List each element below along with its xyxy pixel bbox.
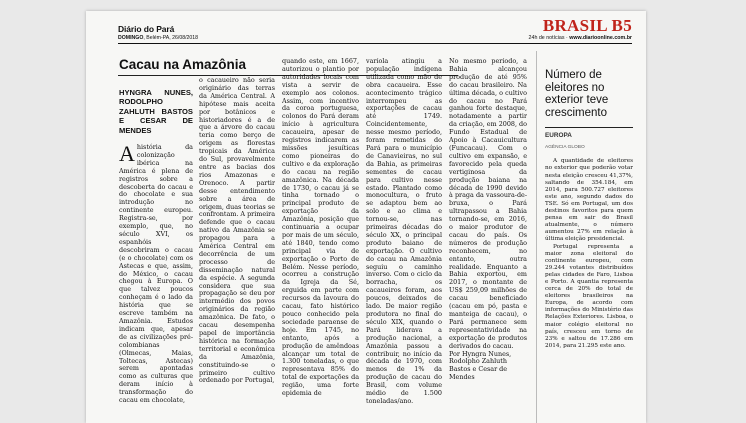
article-text-2: o cacaueiro não seria originário das terras da América Central. A hipótese mais aceita por botânicos e historiadores é a de que a árvore do cacau teria como berço de origem as florestas tropicais da América do Sul, provavelmente entre as bacias dos rios Amazonas e Orenoco. A partir desse entendimento sobre a área de origem, duas teorias se confrontam. A primeira defende que o cacau nativo da Amazônia se propagou para a América Central em decorrência de um processo de disseminação natural da espécie. A segunda considera que sua propagação se deu por intermédio dos povos originários da região amazônica. De fato, o cacau desempenha papel de importância histórica na formação territorial e econômica da Amazônia, constituindo-se o primeiro cultivo ordenado por Portugal, <box>199 77 275 385</box>
article-column-4 <box>366 58 442 420</box>
article-text-1: história da colonização ibérica na América é plena de registros sobre a descoberta do cacau e do chocolate e sua introdução no continente europeu. Registra-se, por exemplo, que, no século XVI, os espanhóis descobriram o cacau (e o chocolate) com os Astecas e que, assim, do México, o cacau chegou à Europa. O que talvez poucos conheçam é o lado da história que se escreve também na Amazônia. Estudos indicam que, apesar de as civilizações pré-colombianas (Olmecas, Maias, Toltecas, Astecas) serem apontadas como as culturas que deram início à transformação do cacau em chocolate, <box>119 143 193 405</box>
newspaper-page <box>86 11 646 423</box>
masthead <box>118 24 198 41</box>
sidebar-paragraph-1: A quantidade de eleitores no exterior que poderão votar nesta eleição cresceu 41,37%, saltando de 354.184, em 2014, para 500.727 eleitores este ano, segundo dados do TSE. Só em Portugal, um dos destinos favoritos para quem pensa em sair do Brasil atualmente, o número aumentou 27% em relação à última eleição presidencial. <box>545 158 633 243</box>
article-byline: Por Hyngra Nunes, Rodolpho Zahluth Bastos e Cesar de Mendes <box>449 349 512 382</box>
header-rule <box>118 43 632 44</box>
publication-name: Diário do Pará <box>118 24 175 34</box>
web-prefix: 24h de notícias · <box>528 35 568 41</box>
sidebar-agency: AGÊNCIA GLOBO <box>545 145 585 151</box>
article-text-4: varíola atingiu a população indígena utilizada como mão de obra cacaueira. Esse acontecimento trágico interrompeu as exportações de cacau até 1749. Coincidentemente, nesse mesmo período, foram remetidas do Pará para o município de Canavieiras, no sul da Bahia, as primeiras sementes de cacau para cultivo nesse estado. Plantado como monocultura, o fruto se adaptou bem ao solo e ao clima e tornou-se, nas primeiras décadas do século XX, o principal produto baiano de exportação. O cultivo do cacau na Amazônia seguiu o caminho inverso. Com o ciclo da borracha, os cacaueiros foram, aos poucos, deixados de lado. De maior região produtora no final do século XIX, quando o Pará liderava a produção nacional, a Amazônia passou a contribuir, no início da década de 1970, com menos de 1% da produção de cacau do Brasil, com volume médio de 1.500 toneladas/ano. <box>366 58 442 405</box>
dateline <box>118 35 198 41</box>
sidebar-title: Número de eleitores no exterior teve crescimento <box>545 69 609 119</box>
article-text-5: No mesmo período, a Bahia alcançou produção de até 95% do cacau brasileiro. Na última década, o cultivo do cacau no Pará ganhou forte destaque, notadamente a partir da criação, em 2008, do Fundo Estadual de Apoio à Cacauicultura (Funcacau). Com o cultivo em expansão, e favorecido pela queda vertiginosa da produção baiana na década de 1990 devido à praga da vassoura-de-bruxa, o Pará ultrapassou a Bahia tornando-se, em 2016, o maior produtor de cacau do país. Os números de produção reconhecem, no entanto, outra realidade. Enquanto a Bahia exportou, em 2017, o montante de US$ 259,09 milhões de cacau beneficiado (cacau em pó, pasta e manteiga de cacau), o Pará permanece sem representatividade na exportação de produtos derivados do cacau. <box>449 58 527 350</box>
article-column-2 <box>199 77 275 420</box>
article-title: Cacau na Amazônia <box>119 57 247 72</box>
sidebar-article <box>545 69 633 350</box>
article-column-5 <box>449 58 527 420</box>
article-text-3: quando este, em 1667, autorizou o plantio por autoridades locais com vista a servir de exemplo aos colonos. Assim, com incentivo da coroa portuguesa, colonos do Pará deram início à agricultura cacaueira, apesar de registros indicarem as missões jesuíticas como pioneiras do cultivo e da exploração do cacau na região amazônica. Na década de 1730, o cacau já se tinha tornado o principal produto de exportação da Amazônia, posição que continuaria a ocupar por mais de um século, até 1840, tendo como principal via de exportação o Porto de Belém. Nesse período, ocorreu a construção da Igreja da Sé, erguida em parte com recursos da lavoura do cacau, fato histórico pouco conhecido pela sociedade paraense de hoje. Em 1745, no entanto, após a produção de amêndoas alcançar um total de 1.300 toneladas, o que representava 85% do total de exportações da região, uma forte epidemia de <box>282 58 359 398</box>
sidebar-divider <box>536 51 537 423</box>
article-authors: HYNGRA NUNES, RODOLPHO ZAHLUTH BASTOS E CESAR DE MENDES <box>119 88 193 135</box>
sidebar-rule <box>545 127 633 128</box>
section-header <box>529 17 632 41</box>
sidebar-paragraph-2: Portugal representa a maior zona eleitoral do continente europeu, com 29.244 votantes distribuídos pelas cidades de Faro, Lisboa e Porto. A quantia representa cerca de 20% do total de eleitores brasileiros na Europa, de acordo com informações do Ministério das Relações Exteriores. Lisboa, o maior colégio eleitoral no país, cresceu em torno de 23% e saltou de 17.286 em 2014, para 21.295 este ano. <box>545 243 633 349</box>
sidebar-body <box>545 158 633 350</box>
dateline-place-date: , Belém-PA, 26/08/2018 <box>143 35 199 41</box>
drop-cap: A <box>119 141 135 167</box>
website-line <box>529 35 632 41</box>
sidebar-kicker: EUROPA <box>545 132 572 140</box>
section-title: BRASIL B5 <box>542 16 632 35</box>
article-column-3 <box>282 58 359 420</box>
article-paragraph-1 <box>119 141 193 405</box>
website-url[interactable]: www.diarioonline.com.br <box>569 35 632 41</box>
article-column-1 <box>119 88 193 420</box>
dateline-day: DOMINGO <box>118 35 144 41</box>
